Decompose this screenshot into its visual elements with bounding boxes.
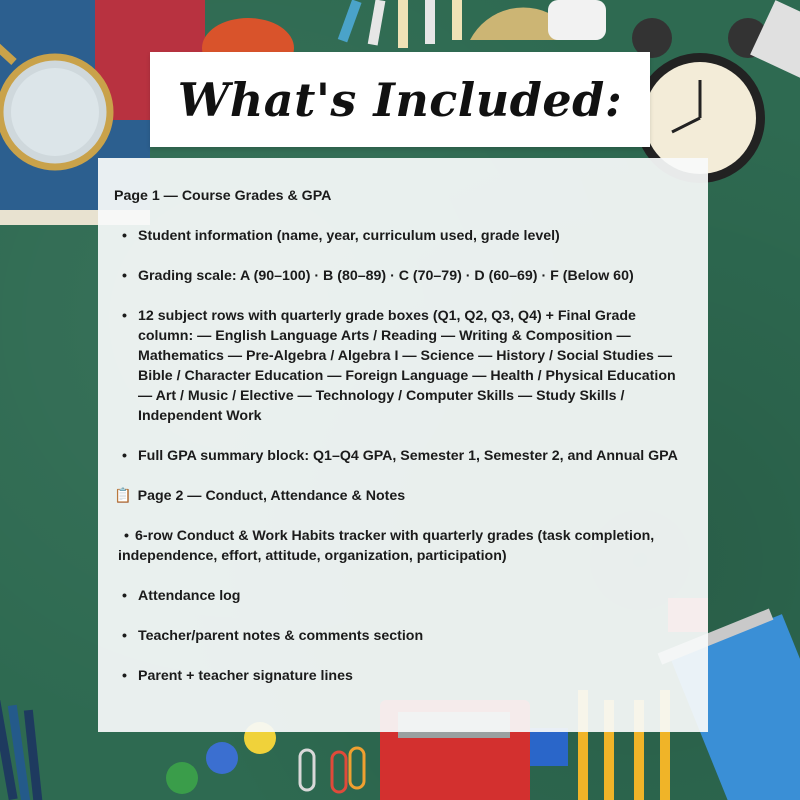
eraser-shape: [548, 0, 606, 40]
page2-heading: Page 2 — Conduct, Attendance & Notes: [137, 488, 406, 504]
content-panel: [98, 158, 708, 732]
title-card: [150, 52, 650, 147]
list-item: • Grading scale: A (90–100) · B (80–89) · C (70–79) · D (60–69) · F (Below 60): [114, 266, 686, 286]
list-item: • Teacher/parent notes & comments section: [114, 626, 686, 646]
calculator-corner-shape: [750, 0, 800, 80]
page-title: What's Included:: [177, 72, 623, 127]
protractor-shape: [470, 7, 560, 40]
page2-list: [114, 526, 686, 686]
page1-list: [114, 226, 686, 466]
paint-pot-blue: [206, 742, 238, 774]
bottom-left-pencils: [0, 700, 43, 800]
list-item: • Parent + teacher signature lines: [114, 666, 686, 686]
list-item: • Attendance log: [114, 586, 686, 606]
paint-pot-green: [166, 762, 198, 794]
list-item: • 12 subject rows with quarterly grade boxes (Q1, Q2, Q3, Q4) + Final Grade column: — English Language Arts / Reading — Writing & Composition — Mathematics — Pre-Algebra / Algebra I — Science — History / Social Studies — Bible / Character Education — Foreign Language — Health / Physical Education — Art / Music / Elective — Technology / Computer Skills — Study Skills / Independent Work: [114, 306, 686, 426]
clipboard-icon: 📋: [114, 488, 132, 504]
list-item: • Full GPA summary block: Q1–Q4 GPA, Semester 1, Semester 2, and Annual GPA: [114, 446, 686, 466]
list-item: • Student information (name, year, curriculum used, grade level): [114, 226, 686, 246]
page2-heading-row: [114, 486, 686, 506]
page1-heading: Page 1 — Course Grades & GPA: [114, 188, 332, 204]
list-item: • 6-row Conduct & Work Habits tracker with quarterly grades (task completion, independence, effort, attitude, organization, participation): [118, 528, 655, 564]
blue-block-shape: [530, 728, 568, 766]
